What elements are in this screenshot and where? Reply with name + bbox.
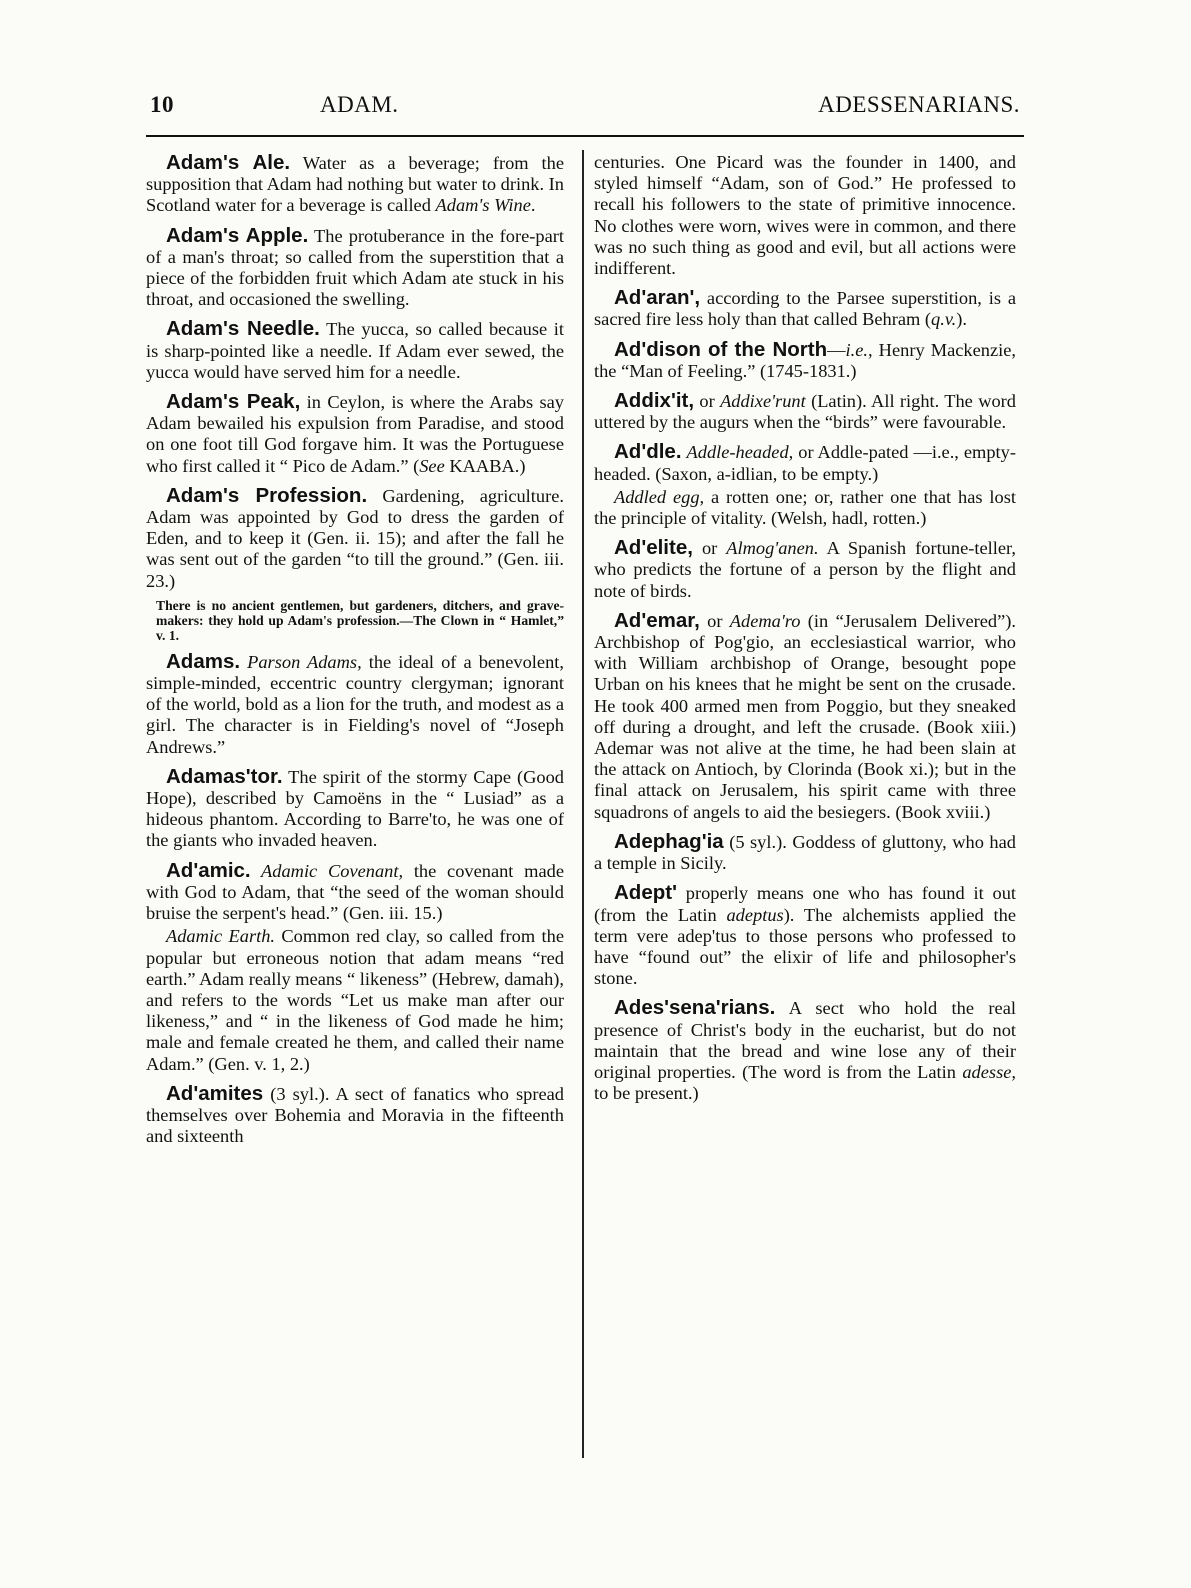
entry-tail: (in “Jerusalem Delivered”). Archbishop of Pog'gio, an ecclesiastical warrior, who with William archbishop of Orange, besought pope Urban on his knees that he might be sent on the crusade. He took 400 armed men from Poggio, but they sneaked off during a drought, and left the crusade. (Book xiii.) Ademar was not alive at the time, he had been slain at the attack on Antioch, by Clorinda (Book xi.); but in the final attack on Jerusalem, his spirit came with three squadrons of angels to aid the besiegers. (Book xviii.) bbox=[594, 610, 1017, 822]
left-running-head: ADAM. bbox=[320, 92, 399, 117]
left-column bbox=[146, 152, 564, 1155]
headword: Adams. bbox=[166, 649, 241, 673]
entry-italic: Almog'anen. bbox=[726, 538, 819, 559]
entry-text: The spirit of the stormy Cape (Good Hope), described by Camoëns in the “ Lusiad” as a hideous phantom. According to Barre'to, he was one of the giants who invaded heaven. bbox=[146, 766, 564, 851]
right-column bbox=[594, 152, 1016, 1112]
entry-text: A sect who hold the real presence of Christ's body in the eucharist, but do not maintain that the bread and wine lose any of their original properties. (The word is from the Latin bbox=[594, 998, 1016, 1082]
entry-italic: Adamic Earth. bbox=[166, 926, 276, 947]
entry-italic: adeptus bbox=[726, 904, 784, 925]
entry-addison-of-the-north bbox=[594, 339, 1016, 382]
entry-tail: A Spanish fortune-teller, who predicts the fortune of a person by the flight and note of birds. bbox=[594, 538, 1016, 601]
entry-text: according to the Parsee superstition, is a sacred fire less holy than that called Behram ( bbox=[594, 288, 1016, 330]
entry-adams-needle bbox=[146, 318, 564, 383]
entry-adams-apple bbox=[146, 225, 564, 311]
entry-adephagia bbox=[594, 831, 1016, 874]
entry-text: or bbox=[699, 610, 730, 631]
column-divider bbox=[582, 150, 584, 1458]
entry-addled-egg bbox=[594, 487, 1016, 529]
right-running-head: ADESSENARIANS. bbox=[818, 92, 1020, 117]
entry-text: (3 syl.). A sect of fanatics who spread themselves over Bohemia and Moravia in the fifteenth and sixteenth bbox=[146, 1083, 564, 1147]
entry-italic: Addixe'runt bbox=[720, 391, 806, 412]
entry-italic: q.v. bbox=[931, 309, 957, 330]
entry-text: The yucca, so called because it is sharp-pointed like a needle. If Adam ever sewed, the yucca would have served him for a needle. bbox=[146, 319, 564, 382]
entry-tail: or Addle-pated —i.e., empty-headed. (Saxon, a-idlian, to be empty.) bbox=[594, 442, 1016, 484]
entry-text: the covenant made with God to Adam, that “the seed of the woman should bruise the serpent's head.” (Gen. iii. 15.) bbox=[146, 860, 564, 924]
entry-adessenarians bbox=[594, 997, 1016, 1104]
headword: Adam's Peak, bbox=[166, 390, 301, 414]
running-header bbox=[150, 92, 1020, 128]
entry-tail: ). The alchemists applied the term vere adep'tus to those persons who professed to have “found out” the elixir of life and philosopher's stone. bbox=[594, 904, 1016, 989]
entry-italic: Adam's Wine bbox=[435, 195, 531, 216]
headword: Ad'amites bbox=[166, 1081, 264, 1105]
entry-adams-ale bbox=[146, 152, 564, 217]
entry-italic: See bbox=[419, 455, 445, 476]
entry-adams bbox=[146, 651, 564, 758]
entry-addixit bbox=[594, 390, 1016, 433]
entry-adelite bbox=[594, 537, 1016, 602]
headword: Ad'aran', bbox=[614, 286, 701, 310]
entry-text: in Ceylon, is where the Arabs say Adam bewailed his expulsion from Paradise, and stood on one foot till God forgave him. It was the Portuguese who first called it “ Pico de Adam.” ( bbox=[146, 392, 564, 476]
entry-adamastor bbox=[146, 766, 564, 852]
entry-italic: Addle-headed, bbox=[686, 442, 794, 463]
entry-adamic bbox=[146, 860, 564, 925]
entry-adams-profession bbox=[146, 485, 564, 592]
entry-text: (5 syl.). Goddess of gluttony, who had a temple in Sicily. bbox=[594, 831, 1016, 874]
entry-italic: Parson Adams, bbox=[240, 651, 362, 672]
headword: Adephag'ia bbox=[614, 829, 724, 853]
entry-ademar bbox=[594, 610, 1016, 823]
entry-text: the ideal of a benevolent, simple-minded, eccentric country clergyman; ignorant of the world, bold as a lion for the truth, and modest as a girl. The character is in Fielding's novel of “Joseph Andrews.” bbox=[146, 651, 564, 757]
headword: Adam's Ale. bbox=[166, 151, 291, 174]
header-rule bbox=[146, 135, 1024, 137]
entry-italic: i.e., bbox=[845, 339, 873, 360]
entry-italic: Adema'ro bbox=[729, 610, 801, 631]
headword: Adamas'tor. bbox=[166, 764, 283, 788]
headword: Ad'elite, bbox=[614, 536, 693, 560]
entry-adams-peak bbox=[146, 391, 564, 477]
headword: Addix'it, bbox=[614, 389, 695, 413]
entry-adamites-continued: centuries. One Picard was the founder in 1400, and styled himself “Adam, son of God.” He professed to recall his followers to the state of primitive innocence. No clothes were worn, wives were in common, and there was no such thing as good and evil, but all actions were indifferent. bbox=[594, 152, 1016, 279]
entry-addle bbox=[594, 441, 1016, 484]
entry-adept bbox=[594, 882, 1016, 989]
entry-text: or bbox=[694, 391, 721, 412]
entry-tail: to be present.) bbox=[594, 1083, 699, 1104]
entry-adamic-earth bbox=[146, 926, 564, 1074]
entry-italic: Adamic Covenant, bbox=[250, 860, 404, 881]
entry-tail: Henry Mackenzie, the “Man of Feeling.” (1745-1831.) bbox=[594, 339, 1016, 381]
headword: Ades'sena'rians. bbox=[614, 996, 776, 1020]
entry-tail: . bbox=[530, 195, 536, 216]
entry-text: properly means one who has found it out (from the Latin bbox=[594, 883, 1016, 925]
entry-italic: Addled egg, bbox=[614, 486, 705, 507]
hamlet-quotation: There is no ancient gentlemen, but gardeners, ditchers, and grave-makers: they hold up Adam's profession.—The Clown in “ Hamlet,” v. 1. bbox=[156, 597, 564, 643]
entry-text: Gardening, agriculture. Adam was appointed by God to dress the garden of Eden, and to keep it (Gen. ii. 15); and after the fall he was sent out of the garden “to till the ground.” (Gen. iii. 23.) bbox=[146, 485, 564, 591]
entry-text: a rotten one; or, rather one that has lost the principle of vitality. (Welsh, hadl, rotten.) bbox=[594, 486, 1016, 529]
entry-italic: adesse, bbox=[962, 1061, 1016, 1082]
entry-adamites bbox=[146, 1083, 564, 1148]
entry-adaran bbox=[594, 287, 1016, 330]
headword: Adept' bbox=[614, 881, 677, 905]
headword: Ad'emar, bbox=[614, 608, 700, 632]
entry-text: Common red clay, so called from the popular but erroneous notion that adam means “red earth.” Adam really means “ likeness” (Hebrew, damah), and refers to the words “Let us make man after our likeness,” and “ in the likeness of God made he him; male and female created he them, and called their name Adam.” (Gen. v. 1, 2.) bbox=[146, 926, 564, 1074]
headword: Adam's Profession. bbox=[166, 483, 368, 507]
page-number: 10 bbox=[150, 92, 174, 117]
headword: Ad'amic. bbox=[166, 858, 251, 882]
entry-tail: (Latin). All right. The word uttered by the augurs when the “birds” were favourable. bbox=[594, 391, 1016, 433]
entry-text: The protuberance in the fore-part of a man's throat; so called from the superstition that a piece of the forbidden fruit which Adam ate stuck in his throat, and occasioned the swelling. bbox=[146, 225, 565, 310]
headword: Ad'dle. bbox=[614, 440, 682, 464]
entry-text: — bbox=[827, 339, 846, 360]
entry-text: or bbox=[692, 538, 727, 559]
headword: Ad'dison of the North bbox=[614, 337, 828, 361]
headword: Adam's Apple. bbox=[166, 223, 309, 247]
entry-tail: ). bbox=[956, 309, 967, 330]
entry-text: Water as a beverage; from the supposition that Adam had nothing but water to drink. In Scotland water for a beverage is called bbox=[146, 153, 564, 216]
headword: Adam's Needle. bbox=[166, 317, 320, 341]
entry-tail: KAABA.) bbox=[444, 455, 526, 476]
